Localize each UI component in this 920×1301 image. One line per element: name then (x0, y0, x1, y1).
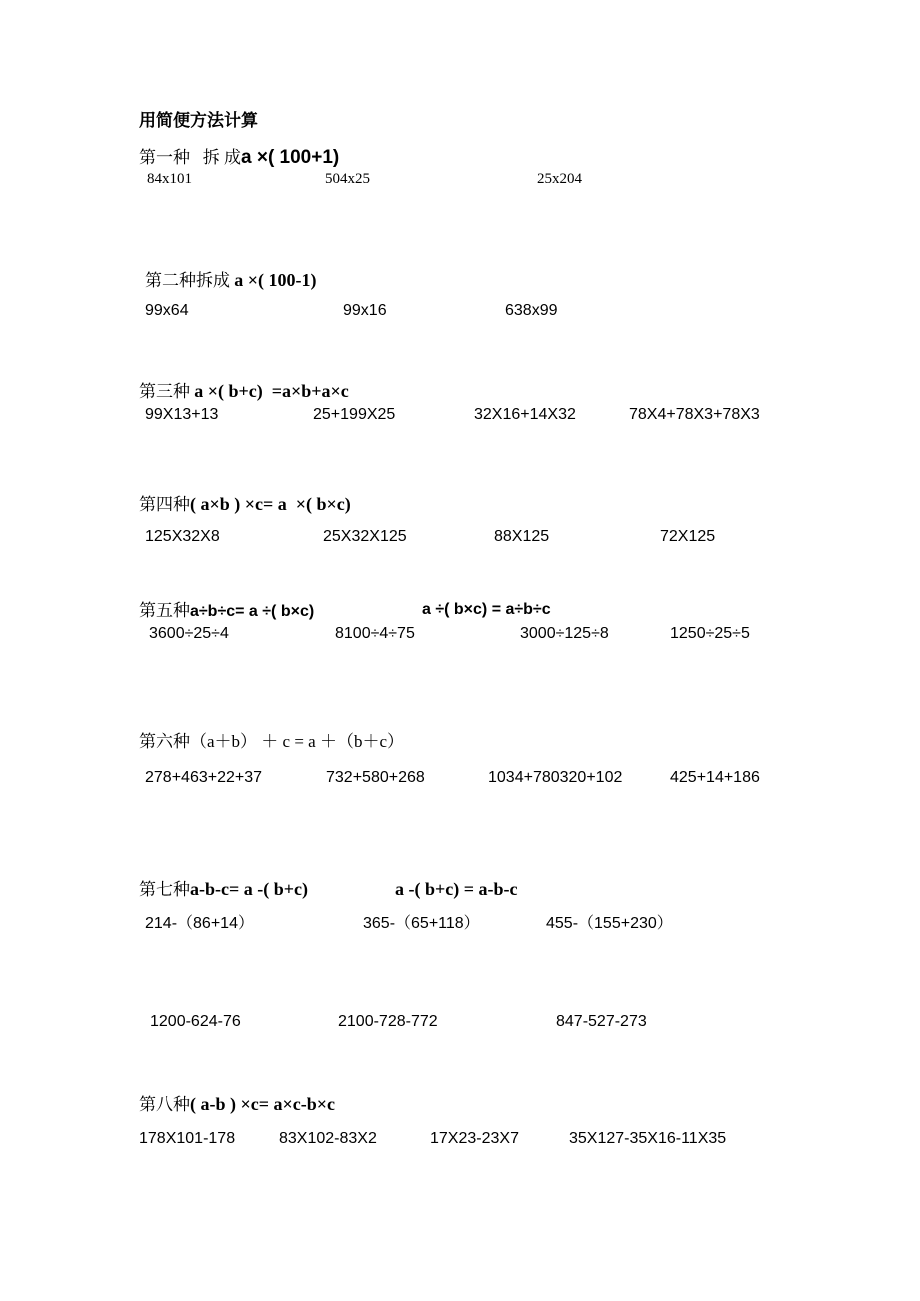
section-1-heading (139, 148, 339, 167)
section-5-heading (139, 602, 314, 620)
problem-7-3: 455-（155+230） (546, 915, 673, 932)
section-4-formula: ( a×b ) ×c= a ×( b×c) (190, 494, 351, 514)
section-6-heading (139, 733, 404, 750)
problem-5-2: 8100÷4÷75 (335, 625, 415, 642)
section-4-label: 第四种 (139, 495, 190, 514)
problem-6-4: 425+14+186 (670, 769, 760, 786)
problem-1-2: 504x25 (325, 171, 370, 187)
problem-6-2: 732+580+268 (326, 769, 425, 786)
problem-3-3: 32X16+14X32 (474, 406, 576, 423)
problem-8-1: 178X101-178 (139, 1130, 236, 1147)
problem-7-5: 2100-728-772 (338, 1013, 438, 1030)
section-2-label: 第二种拆成 (145, 271, 235, 290)
problem-4-2: 25X32X125 (323, 528, 407, 545)
section-2-heading (145, 271, 317, 289)
section-1-formula: a ×( 100+1) (241, 147, 340, 168)
section-4-heading (139, 495, 351, 513)
problem-1-1: 84x101 (147, 171, 192, 187)
problem-8-3: 17X23-23X7 (430, 1130, 519, 1147)
problem-7-4: 1200-624-76 (150, 1013, 241, 1030)
section-6-label: 第六种 (139, 732, 190, 751)
section-7-formula-1: a-b-c= a -( b+c) (190, 879, 308, 899)
problem-2-3: 638x99 (505, 302, 558, 319)
problem-7-6: 847-527-273 (556, 1013, 647, 1030)
section-1-label: 第一种 拆 成 (139, 148, 241, 167)
section-7-label: 第七种 (139, 880, 190, 899)
problem-7-1: 214-（86+14） (145, 915, 254, 932)
problem-1-3: 25x204 (537, 171, 582, 187)
problem-8-4: 35X127-35X16-11X35 (569, 1130, 727, 1147)
section-8-label: 第八种 (139, 1095, 190, 1114)
problem-4-3: 88X125 (494, 528, 550, 545)
section-3-formula: a ×( b+c) =a×b+a×c (194, 381, 349, 401)
section-8-heading (139, 1095, 335, 1113)
problem-5-4: 1250÷25÷5 (670, 625, 750, 642)
problem-6-1: 278+463+22+37 (145, 769, 263, 786)
section-8-formula: ( a-b ) ×c= a×c-b×c (190, 1094, 335, 1114)
section-7-heading (139, 880, 308, 898)
section-6-formula: （a＋b） ＋ c = a ＋（b＋c） (190, 732, 405, 751)
problem-5-1: 3600÷25÷4 (149, 625, 229, 642)
problem-3-2: 25+199X25 (313, 406, 396, 423)
section-5-formula-2: a ÷( b×c) = a÷b÷c (422, 601, 551, 618)
section-3-label: 第三种 (139, 382, 195, 401)
problem-8-2: 83X102-83X2 (279, 1130, 377, 1147)
problem-4-4: 72X125 (660, 528, 716, 545)
section-7-formula-2: a -( b+c) = a-b-c (395, 879, 518, 899)
problem-3-1: 99X13+13 (145, 406, 219, 423)
section-2-formula: a ×( 100-1) (234, 270, 317, 290)
page-title: 用简便方法计算 (139, 111, 258, 131)
section-5-formula-1: a÷b÷c= a ÷( b×c) (190, 603, 315, 620)
problem-2-1: 99x64 (145, 302, 189, 319)
section-5-label: 第五种 (139, 601, 190, 620)
problem-7-2: 365-（65+118） (363, 915, 480, 932)
section-3-heading (139, 382, 349, 400)
problem-2-2: 99x16 (343, 302, 387, 319)
problem-6-3: 1034+780320+102 (488, 769, 623, 786)
problem-4-1: 125X32X8 (145, 528, 220, 545)
problem-3-4: 78X4+78X3+78X3 (629, 406, 760, 423)
problem-5-3: 3000÷125÷8 (520, 625, 609, 642)
